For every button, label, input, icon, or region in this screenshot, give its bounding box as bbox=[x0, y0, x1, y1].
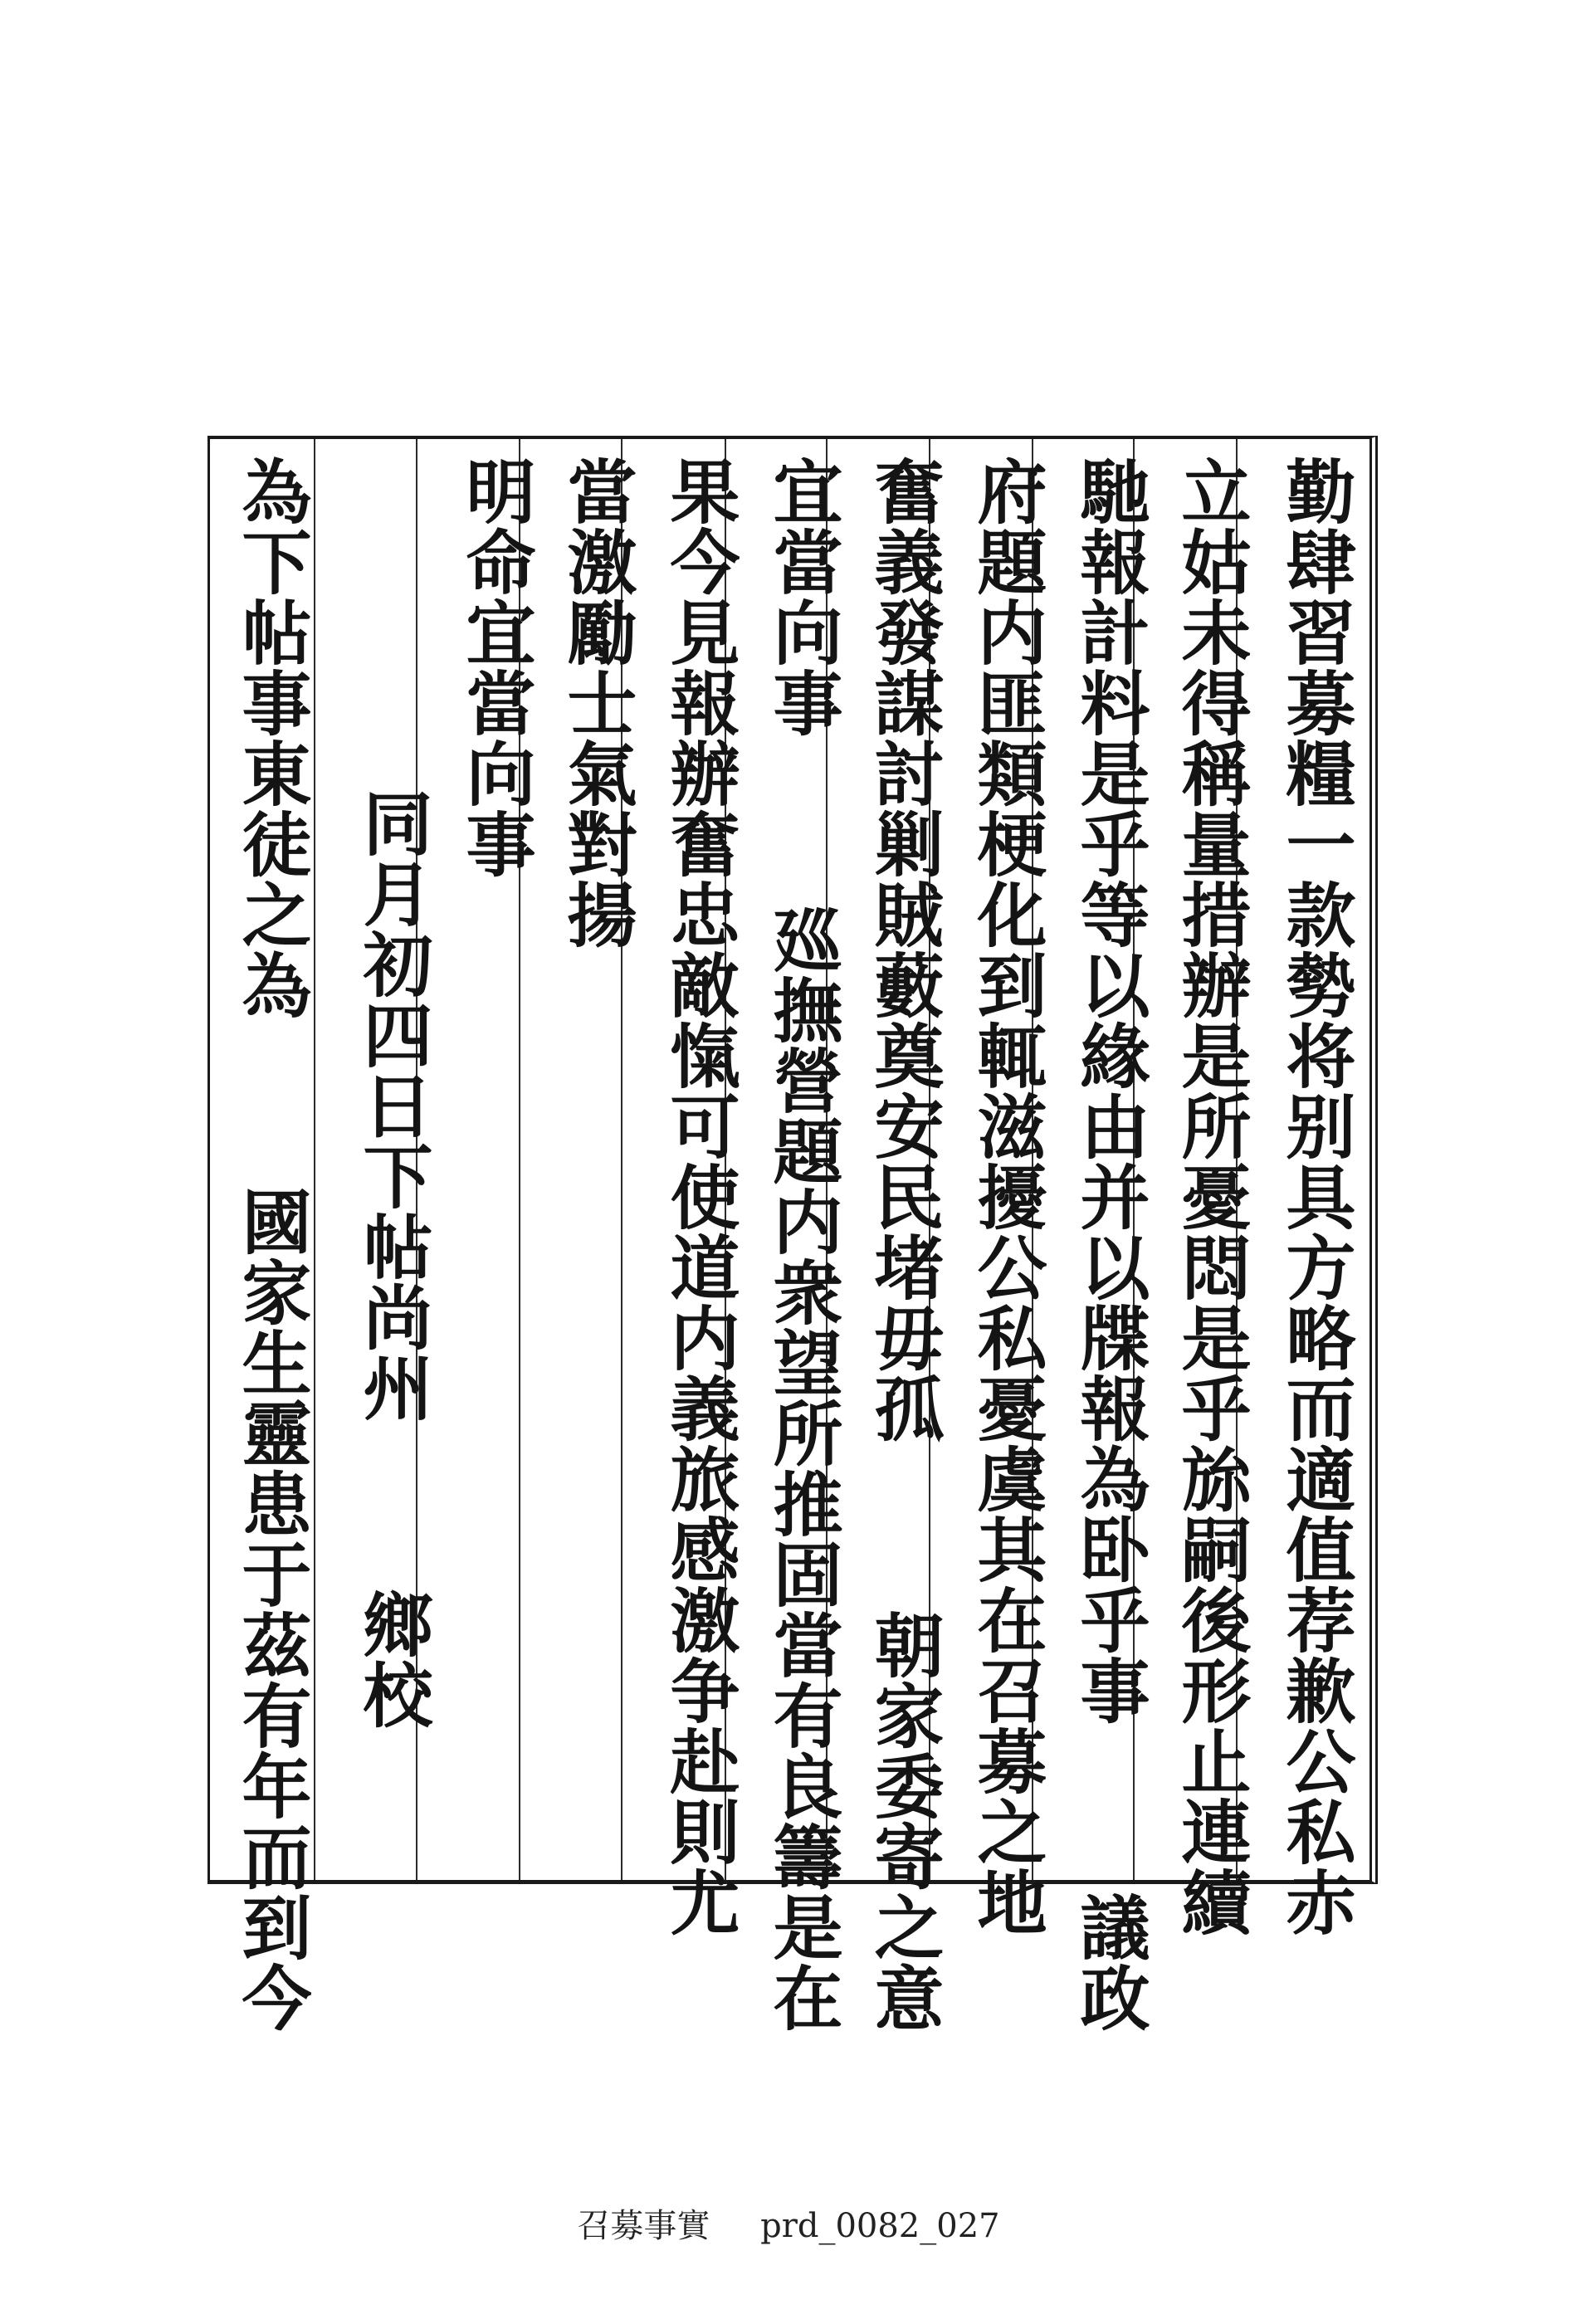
text-column: 奮義發謀討剿賊藪奠安民堵毋孤 朝家委寄之意 bbox=[863, 456, 945, 2033]
page-frame bbox=[208, 436, 1378, 2033]
text-column: 府題内匪類梗化到輒滋擾公私憂虞其在召募之地 bbox=[966, 456, 1048, 1937]
page-footer bbox=[0, 2200, 1577, 2247]
column-rule bbox=[314, 439, 315, 1880]
book-title: 召募事實 bbox=[577, 2207, 710, 2245]
text-column: 果今見報辦奮忠敵愾可使道内義旅感激争赴則尤 bbox=[659, 456, 741, 1937]
text-column: 同月初四日下帖尚州 鄉校 bbox=[352, 456, 434, 1730]
text-column: 為下帖事東徒之為 國家生靈患于茲有年而到今 bbox=[231, 456, 313, 2033]
text-column: 當激勵士氣對揚 bbox=[556, 456, 638, 950]
text-column: 明命宜當向事 bbox=[455, 456, 537, 879]
page-code: prd_0082_027 bbox=[760, 2207, 1000, 2245]
text-column: 立姑未得稱量措辦是所憂悶是乎旀嗣後形止連續 bbox=[1170, 456, 1252, 1937]
text-column: 馳報計料是乎等以緣由并以牒報為卧乎事 議政 bbox=[1069, 456, 1151, 2033]
text-column: 勤肆習募糧一款勢将别具方略而適值荐歉公私赤 bbox=[1275, 456, 1357, 1937]
text-column: 宜當向事 廵撫營題内衆望所推固當有良籌是在 bbox=[762, 456, 844, 2033]
